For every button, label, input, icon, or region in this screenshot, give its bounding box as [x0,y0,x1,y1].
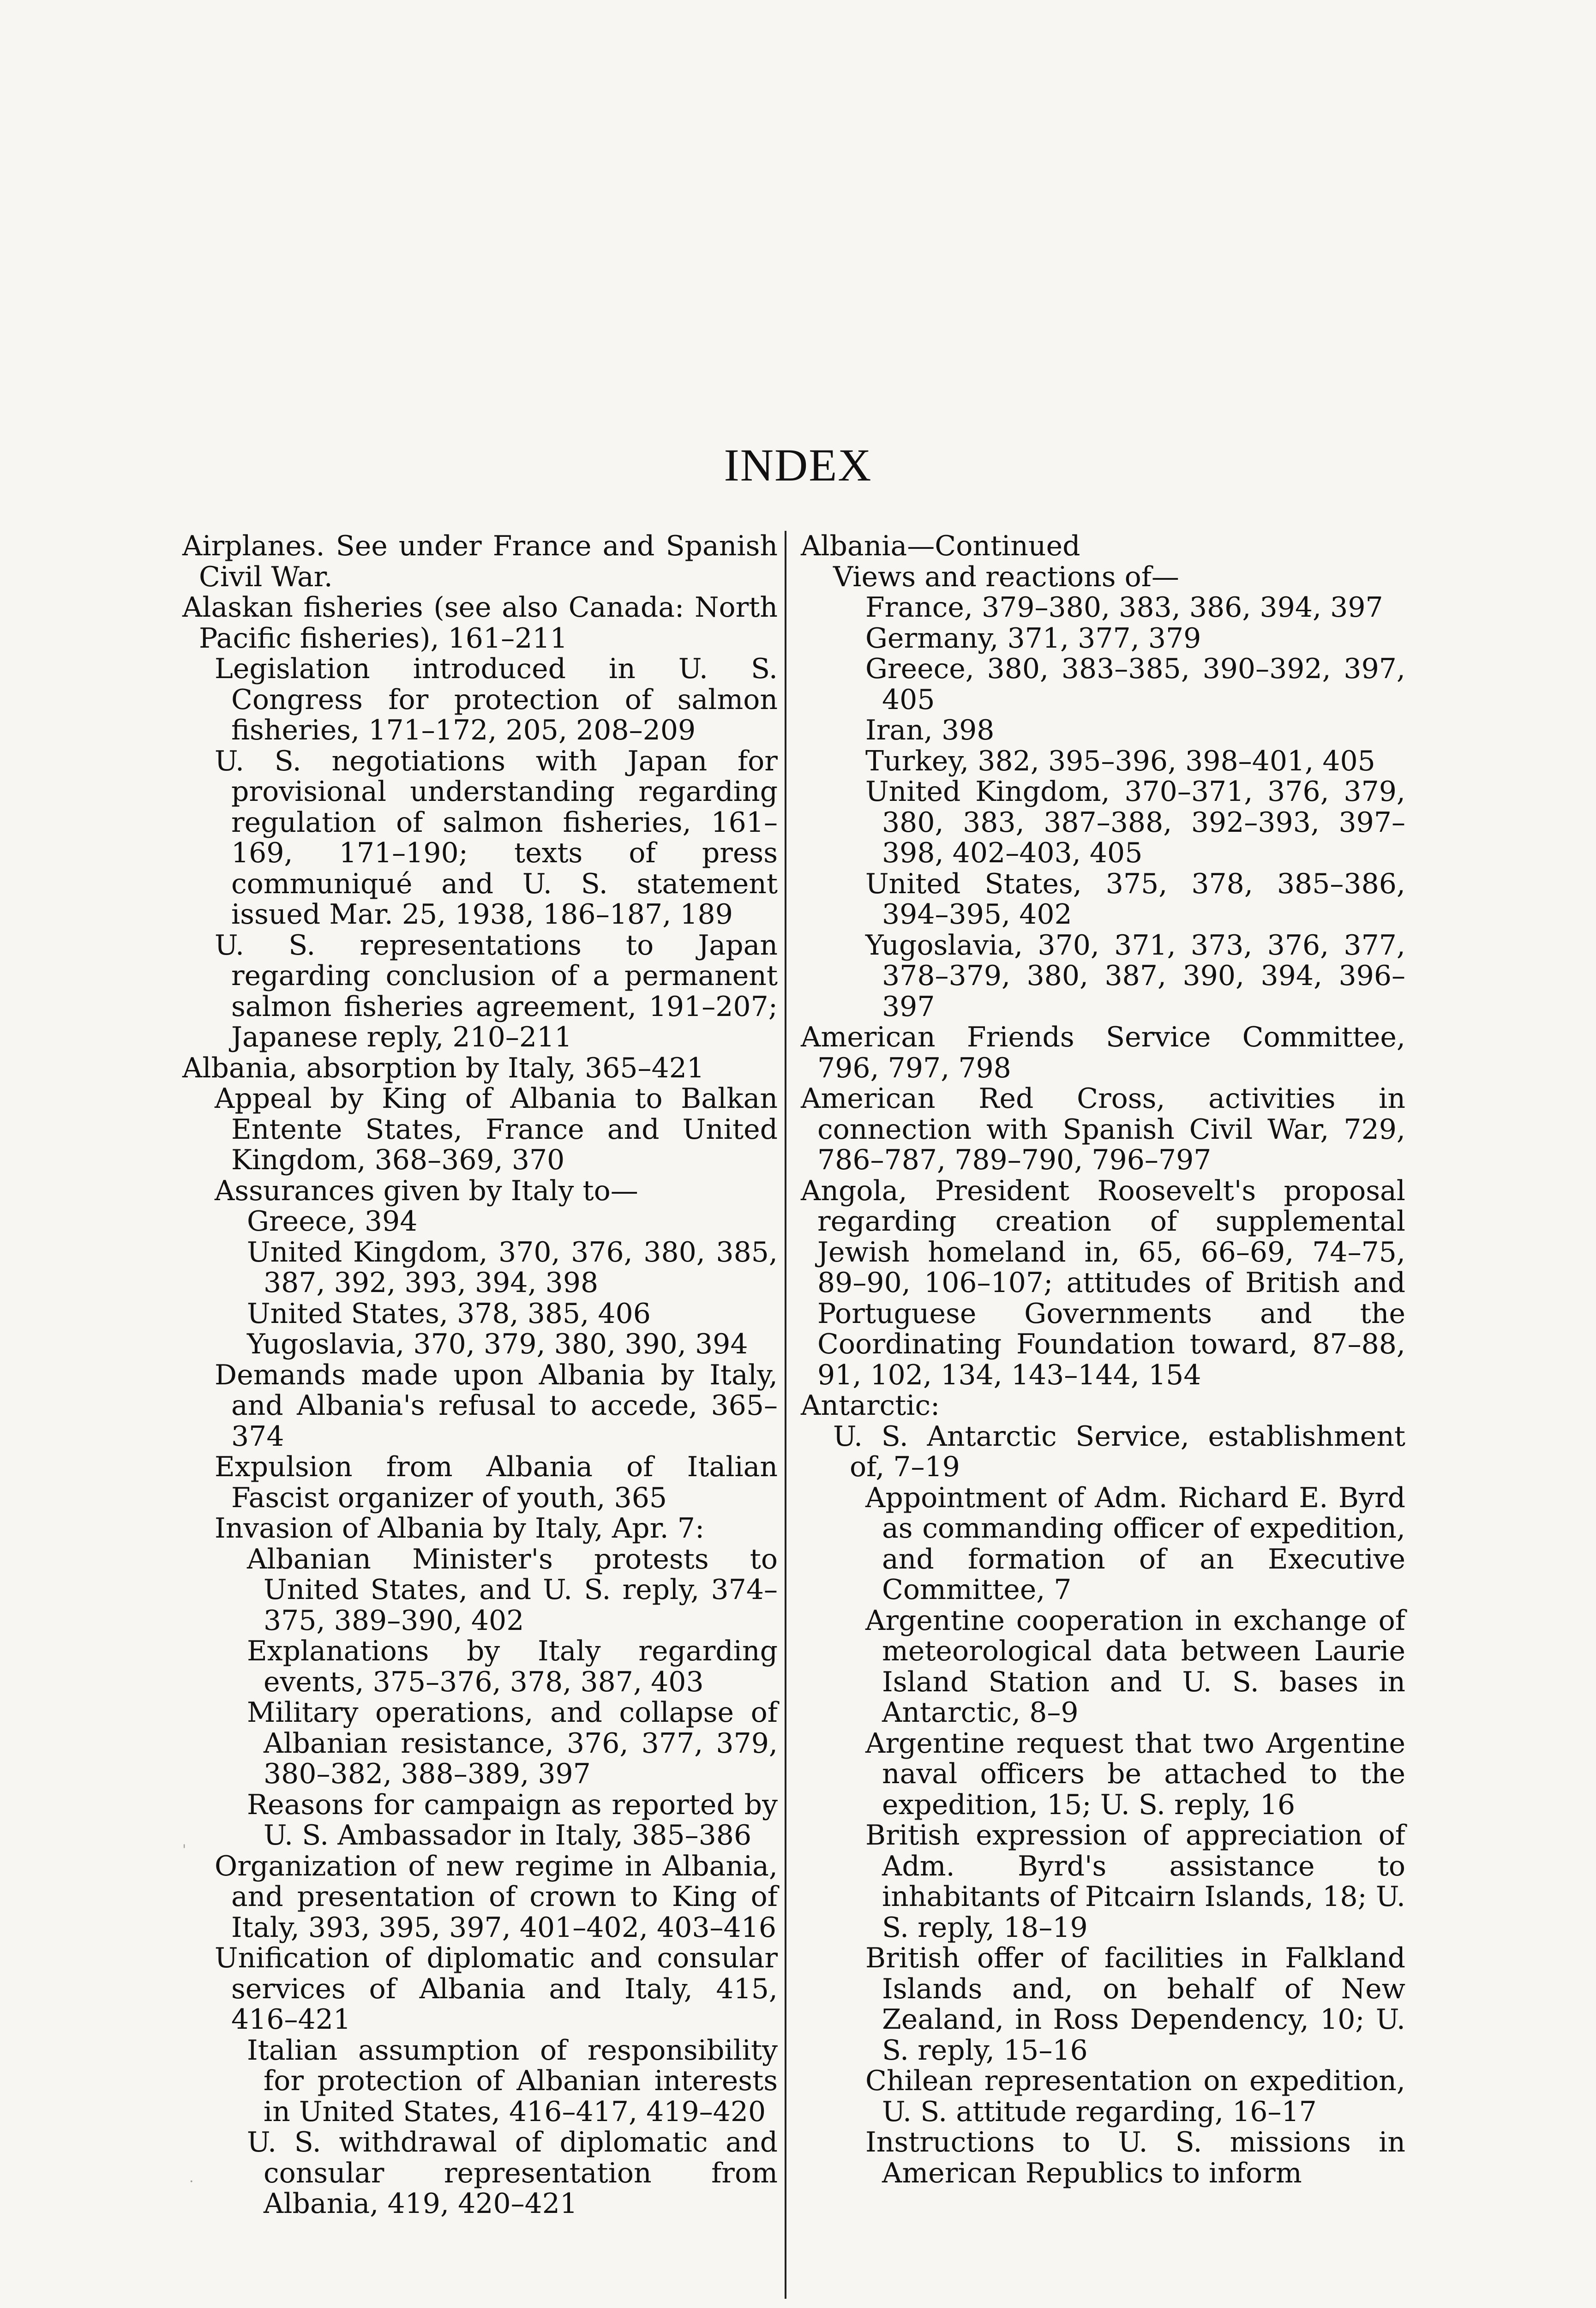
index-entry: Angola, President Roosevelt's proposal regarding creation of supplemental Jewish homeland in, 65, 66–69, 74–75, 89–90, 106–107; attitudes of British and Portuguese Governments and the Coordinating Foundation toward, 87–88, 91, 102, 134, 143–144, 154 [801,1174,1405,1391]
index-entry: Greece, 380, 383–385, 390–392, 397, 405 [865,653,1405,716]
page-title: INDEX [724,439,872,491]
scan-speck: . [189,2170,194,2186]
index-entry: Yugoslavia, 370, 371, 373, 376, 377, 378–379, 380, 387, 390, 394, 396–397 [865,929,1405,1023]
index-entry: United Kingdom, 370–371, 376, 379, 380, 383, 387–388, 392–393, 397–398, 402–403, 405 [865,775,1405,869]
index-entry: Germany, 371, 377, 379 [865,622,1201,655]
index-entry: Albania, absorption by Italy, 365–421 [182,1052,705,1084]
index-entry: Assurances given by Italy to— [215,1174,638,1207]
index-entry: Chilean representation on expedition, U. S. attitude regarding, 16–17 [865,2065,1405,2128]
index-entry: United States, 375, 378, 385–386, 394–395, 402 [865,867,1405,931]
index-entry: Organization of new regime in Albania, and presentation of crown to King of Italy, 393, 395, 397, 401–402, 403–416 [215,1850,778,1944]
index-entry: Turkey, 382, 395–396, 398–401, 405 [865,745,1375,777]
index-entry: Albania—Continued [801,530,1080,562]
index-entry: Legislation introduced in U. S. Congress for protection of salmon fisheries, 171–172, 205, 208–209 [215,653,778,746]
index-entry: American Red Cross, activities in connection with Spanish Civil War, 729, 786–787, 789–790, 796–797 [801,1082,1405,1176]
index-entry: Appeal by King of Albania to Balkan Entente States, France and United Kingdom, 368–369, 370 [215,1082,778,1176]
index-entry: Views and reactions of— [833,560,1179,593]
index-entry: Explanations by Italy regarding events, 375–376, 378, 387, 403 [247,1635,778,1698]
index-entry: U. S. Antarctic Service, establishment of, 7–19 [833,1420,1405,1483]
index-entry: Argentine request that two Argentine naval officers be attached to the expedition, 15; U. S. reply, 16 [865,1727,1405,1821]
index-entry: British offer of facilities in Falkland Islands and, on behalf of New Zealand, in Ross Dependency, 10; U. S. reply, 15–16 [865,1942,1405,2067]
index-entry: United States, 378, 385, 406 [247,1297,651,1330]
index-entry: Appointment of Adm. Richard E. Byrd as commanding officer of expedition, and formation of an Executive Committee, 7 [865,1481,1405,1606]
index-entry: Unification of diplomatic and consular services of Albania and Italy, 415, 416–421 [215,1942,778,2036]
index-entry: Italian assumption of responsibility for protection of Albanian interests in United States, 416–417, 419–420 [247,2034,778,2128]
index-column-right [801,531,1405,2188]
index-entry: American Friends Service Committee, 796, 797, 798 [801,1021,1405,1084]
index-column-left [182,531,778,2219]
index-entry: Antarctic: [801,1389,940,1422]
index-entry: Invasion of Albania by Italy, Apr. 7: [215,1512,705,1545]
column-divider [785,531,786,2299]
scan-speck: ' [182,1842,186,1858]
index-entry: Alaskan fisheries (see also Canada: North Pacific fisheries), 161–211 [182,591,778,655]
index-entry: Expulsion from Albania of Italian Fascist organizer of youth, 365 [215,1451,778,1514]
index-entry: United Kingdom, 370, 376, 380, 385, 387, 392, 393, 394, 398 [247,1236,778,1299]
index-entry: Iran, 398 [865,714,995,746]
index-entry: Greece, 394 [247,1205,418,1238]
index-entry: Instructions to U. S. missions in American Republics to inform [865,2126,1405,2189]
index-entry: Military operations, and collapse of Albanian resistance, 376, 377, 379, 380–382, 388–389, 397 [247,1696,778,1790]
index-entry: U. S. negotiations with Japan for provisional understanding regarding regulation of salmon fisheries, 161–169, 171–190; texts of press communiqué and U. S. statement issued Mar. 25, 1938, 186–187, 189 [215,745,778,931]
index-entry: British expression of appreciation of Adm. Byrd's assistance to inhabitants of Pitcairn Islands, 18; U. S. reply, 18–19 [865,1819,1405,1944]
index-entry: France, 379–380, 383, 386, 394, 397 [865,591,1383,624]
index-entry: U. S. representations to Japan regarding conclusion of a permanent salmon fisheries agreement, 191–207; Japanese reply, 210–211 [215,929,778,1053]
index-entry: U. S. withdrawal of diplomatic and consular representation from Albania, 419, 420–421 [247,2126,778,2220]
index-entry: Albanian Minister's protests to United States, and U. S. reply, 374–375, 389–390, 402 [247,1543,778,1637]
index-entry: Argentine cooperation in exchange of meteorological data between Laurie Island Station and U. S. bases in Antarctic, 8–9 [865,1604,1405,1729]
index-entry: Reasons for campaign as reported by U. S. Ambassador in Italy, 385–386 [247,1788,778,1851]
index-entry: Yugoslavia, 370, 379, 380, 390, 394 [247,1328,748,1360]
index-entry: Demands made upon Albania by Italy, and Albania's refusal to accede, 365–374 [215,1358,778,1453]
index-entry: Airplanes. See under France and Spanish Civil War. [182,530,778,593]
